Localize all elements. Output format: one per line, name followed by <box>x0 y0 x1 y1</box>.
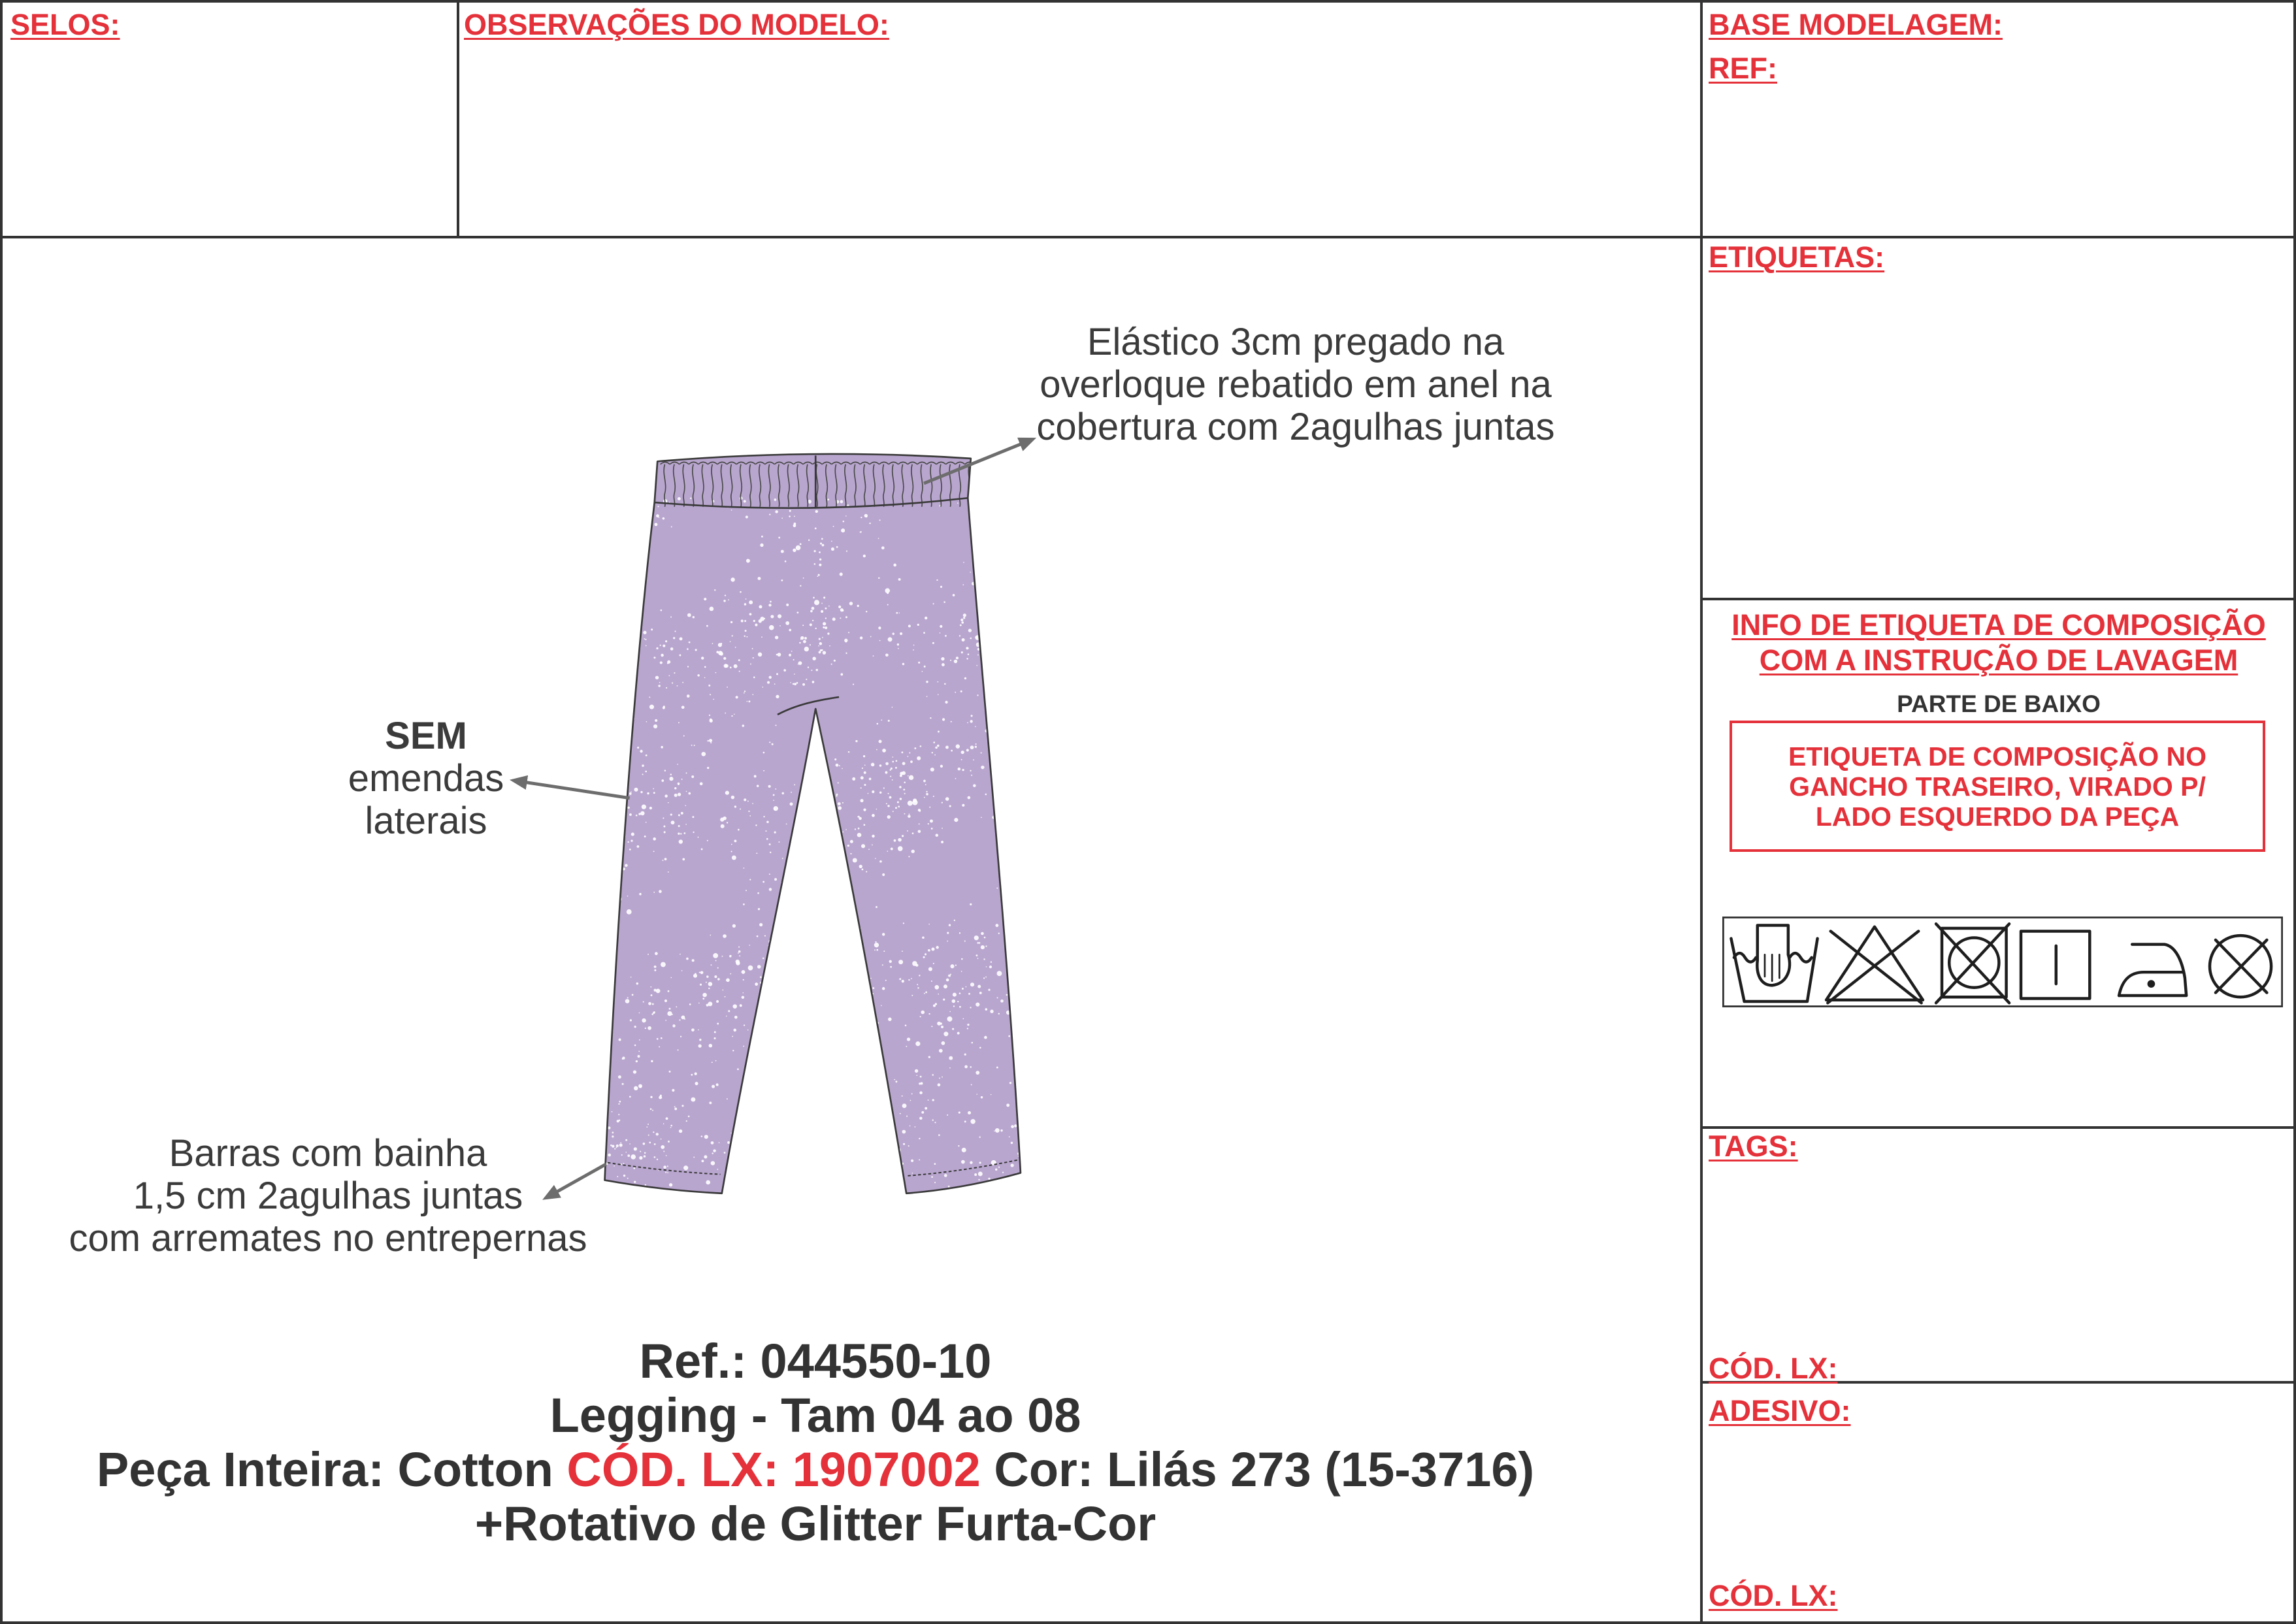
fabric-description: Peça Inteira: Cotton <box>96 1442 553 1497</box>
selos-label: SELOS: <box>10 8 120 41</box>
fabric-color: Cor: Lilás 273 (15-3716) <box>994 1442 1535 1497</box>
legging-body <box>596 454 1032 1203</box>
product-fabric-line <box>31 1442 1599 1497</box>
composition-note-line: GANCHO TRASEIRO, VIRADO P/ <box>1789 771 2206 802</box>
product-name: Legging - Tam 04 ao 08 <box>549 1388 1081 1442</box>
waistband-note <box>969 321 1622 448</box>
tags-cod-lx-label: CÓD. LX: <box>1709 1352 1838 1385</box>
hem-note-line: 1,5 cm 2agulhas juntas <box>133 1175 523 1217</box>
composition-info-title-line1: INFO DE ETIQUETA DE COMPOSIÇÃO <box>1731 608 2266 641</box>
product-ref: Ref.: 044550-10 <box>639 1334 992 1388</box>
side-seam-note-bold: SEM <box>385 715 467 757</box>
side-seam-note <box>263 715 589 842</box>
composition-note-line: LADO ESQUERDO DA PEÇA <box>1815 801 2180 832</box>
adesivo-cod-lx-label: CÓD. LX: <box>1709 1579 1838 1612</box>
hem-note <box>34 1132 622 1259</box>
side-seam-note-line: emendas <box>348 757 504 800</box>
ref-label: REF: <box>1709 52 1777 85</box>
tags-label: TAGS: <box>1709 1129 1798 1163</box>
observacoes-label: OBSERVAÇÕES DO MODELO: <box>464 8 889 41</box>
composition-info-title <box>1701 608 2296 678</box>
composition-info-title-line2: COM A INSTRUÇÃO DE LAVAGEM <box>1759 643 2239 677</box>
waistband-note-line: Elástico 3cm pregado na <box>1087 321 1505 363</box>
side-seam-note-line: laterais <box>365 800 487 842</box>
product-finish: +Rotativo de Glitter Furta-Cor <box>474 1497 1156 1551</box>
etiquetas-label: ETIQUETAS: <box>1709 240 1885 274</box>
base-modelagem-label: BASE MODELAGEM: <box>1709 8 2003 41</box>
hem-note-line: Barras com bainha <box>169 1132 487 1175</box>
composition-note-line: ETIQUETA DE COMPOSIÇÃO NO <box>1788 741 2207 771</box>
care-symbols-strip <box>1722 917 2283 1007</box>
product-info <box>31 1334 1599 1551</box>
etiquetas-divider <box>1701 598 2296 600</box>
adesivo-label: ADESIVO: <box>1709 1394 1851 1427</box>
parte-de-baixo-label: PARTE DE BAIXO <box>1897 690 2101 717</box>
fabric-code: CÓD. LX: 1907002 <box>566 1442 981 1497</box>
composition-label-note <box>1730 721 2265 852</box>
info-divider <box>1701 1126 2296 1129</box>
hem-note-line: com arremates no entrepernas <box>69 1217 587 1259</box>
waistband-note-line: cobertura com 2agulhas juntas <box>1036 406 1555 448</box>
waistband-note-line: overloque rebatido em anel na <box>1040 363 1552 406</box>
